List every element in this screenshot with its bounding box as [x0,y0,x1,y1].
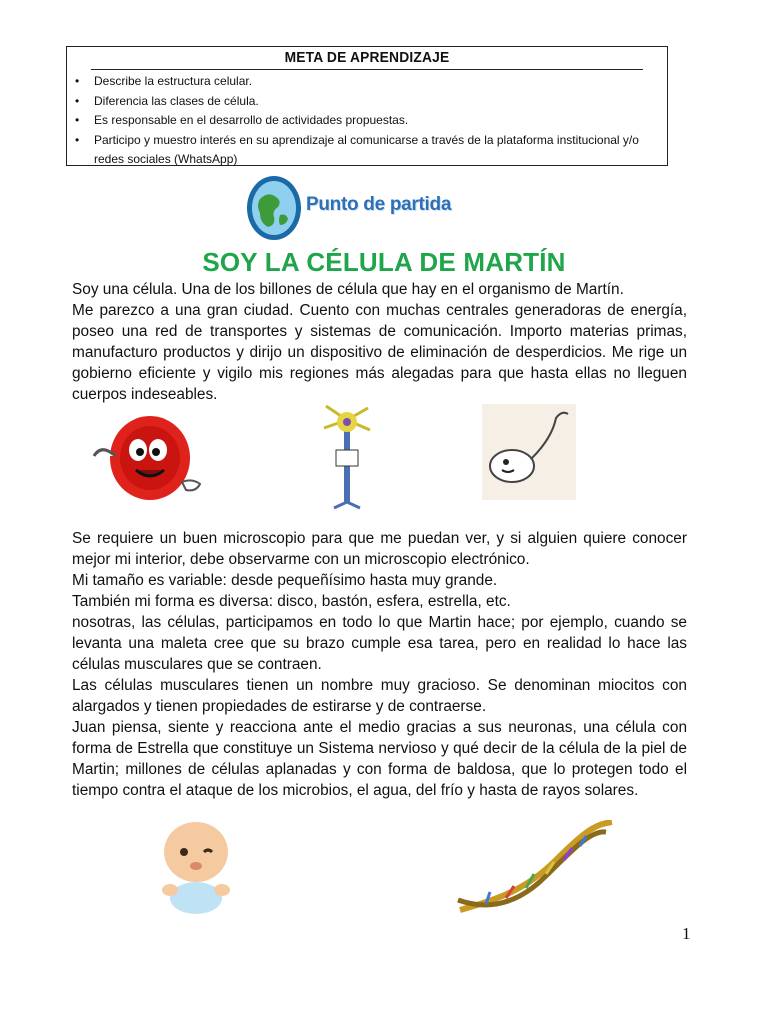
intro-text [72,279,687,405]
body-text [72,528,687,801]
learning-goal-title: META DE APRENDIZAJE [91,47,643,70]
paragraph: También mi forma es diversa: disco, bastón, esfera, estrella, etc. [72,593,511,610]
neuron-illustration [320,402,374,510]
learning-goal-box [66,46,668,166]
dna-helix-illustration [456,820,616,914]
paragraph: nosotras, las células, participamos en todo lo que Martin hace; por ejemplo, cuando se levanta una maleta cree que su brazo cumple esa tarea, pero en realidad lo hace las células musculares que se contraen. [72,614,687,673]
list-item: • Es responsable en el desarrollo de actividades propuestas. [67,111,667,131]
paragraph: Juan piensa, siente y reacciona ante el medio gracias a sus neuronas, una célula con forma de Estrella que constituye un Sistema nervioso y qué decir de la célula de la piel de Martin; millones de células aplanadas y con forma de baldosa, que lo protegen todo el tiempo contra el ataque de los microbios, el agua, del frío y hasta de rayos solares. [72,719,687,799]
section-label: Punto de partida [306,194,452,215]
list-item: • Participo y muestro interés en su aprendizaje al comunicarse a través de la plataforma institucional y/o redes sociales (WhatsApp) [67,131,667,170]
paragraph: Mi tamaño es variable: desde pequeñísimo hasta muy grande. [72,572,498,589]
paragraph: Se requiere un buen microscopio para que me puedan ver, y si alguien quiere conocer mejor mi interior, debe observarme con un microscopio electrónico. [72,530,687,568]
page-number: 1 [682,924,691,943]
paragraph: Me parezco a una gran ciudad. Cuento con muchas centrales generadoras de energía, poseo una red de transportes y sistemas de comunicación. Importo materias primas, manufacturo productos y dirijo un dispositivo de eliminación de desperdicios. Me rige un gobierno eficiente y vigilo mis regiones más alegadas para que hasta ellas no lleguen cuerpos indeseables. [72,302,687,403]
list-item: • Describe la estructura celular. [67,72,667,92]
learning-goal-list [67,70,667,170]
baby-illustration [150,818,242,914]
red-blood-cell-illustration [92,408,204,504]
paragraph: Las células musculares tienen un nombre muy gracioso. Se denominan miocitos con alargados y tienen propiedades de estirarse y de contraerse. [72,677,687,715]
paragraph: Soy una célula. Una de los billones de célula que hay en el organismo de Martín. [72,281,624,298]
globe-icon [246,175,302,241]
sperm-cell-illustration [482,404,576,500]
page-title: SOY LA CÉLULA DE MARTÍN [202,247,566,277]
list-item: • Diferencia las clases de célula. [67,92,667,112]
